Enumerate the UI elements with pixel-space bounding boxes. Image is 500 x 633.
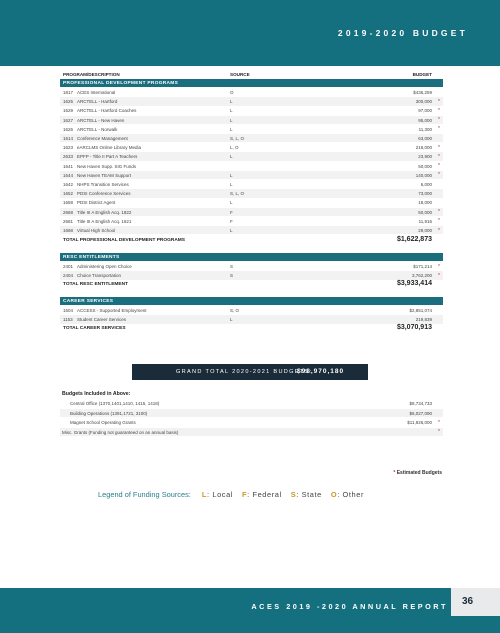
budget-included-amount: $11,926,000 [407,420,432,425]
funding-source: L [230,172,233,178]
estimated-marker: * [438,126,440,133]
top-banner [0,0,500,66]
table-row [60,262,443,270]
program-code: 1614 [63,136,74,141]
budget-amount: 216,000 [415,145,432,151]
legend-item [242,490,282,499]
program-name: Administering Open Choice [77,264,132,269]
table-row [60,306,443,314]
table-row [60,106,443,114]
budget-included-amount: $6,027,090 [409,410,432,416]
program-name: PDSI District Agent [77,200,116,206]
budget-included-row [60,409,443,417]
budget-amount: 11,300 [418,126,432,132]
grand-total-value: $98,970,180 [297,368,345,375]
table-row [60,88,443,96]
budget-included-row [60,418,443,426]
funding-source: S, L, O [230,136,245,141]
table-row [60,134,443,142]
estimated-marker: * [438,172,440,179]
table-row [60,162,443,170]
budget-amount: $436,259 [413,90,432,95]
funding-source: L [230,228,233,233]
estimated-marker: * [438,144,440,151]
table-row [60,189,443,197]
budget-amount: $171,214 [413,264,432,269]
table-header [60,71,443,78]
funding-source: F [230,209,233,215]
program-name: NHPS Transition Services [77,182,129,187]
program-name: Virtual High School [77,228,116,233]
program-name: ARCTELL - Hartford [77,99,118,105]
program-code: 1642 [63,182,74,187]
col-program: PROGRAM/DESCRIPTION [63,72,120,77]
budget-amount: 219,839 [415,317,432,323]
budget-amount: $2,851,074 [409,308,432,313]
table-row [60,97,443,105]
table-row [60,143,443,151]
budget-amount: 300,000 [415,99,432,105]
budget-included-label: Misc. Grants (Funding not guaranteed on an annual basis) [62,429,179,435]
estimated-marker: * [438,227,440,234]
budget-included-label: Central Office (1370,1401,1410, 1415, 1418) [70,401,160,406]
page-number: 36 [451,588,500,616]
budget-amount: 140,000 [415,172,432,178]
budget-included-row [60,399,443,407]
program-name: ARCTELL - Hartford Coaches [77,108,137,114]
legend-item [291,490,322,499]
table-row [60,271,443,279]
budget-amount: 50,000 [418,163,432,169]
budget-amount: 97,000 [418,108,432,114]
program-name: Conference Management [77,136,128,141]
resc-total: TOTAL RESC ENTITLEMENT $3,933,414 [63,280,432,287]
table-row [60,125,443,133]
budget-included-label: Magnet School Operating Grants [70,420,136,425]
budget-title: 2019-2020 BUDGET [337,28,468,38]
report-title: ACES 2019 -2020 ANNUAL REPORT [251,602,448,611]
program-code: 1623 [63,145,74,151]
legend-item [331,490,364,499]
bottom-banner [0,588,500,633]
table-row [60,198,443,206]
estimated-marker: * [438,218,440,225]
funding-source: L [230,200,233,206]
budget-amount: 73,000 [418,191,432,197]
legend-title: Legend of Funding Sources: [98,490,191,499]
grand-total-banner [132,364,368,380]
grand-total-label: GRAND TOTAL 2020-2021 BUDGETS: [176,369,313,375]
funding-source: F [230,218,233,224]
program-code: 1153 [63,317,73,323]
program-code: 1658 [63,200,74,206]
table-row [60,217,443,225]
program-name: ARCTELL - Norwalk [77,126,118,132]
estimated-marker: * [438,163,440,170]
table-row [60,315,443,323]
program-code: 1627 [63,117,74,123]
estimated-marker: * [438,429,440,436]
table-row [60,226,443,234]
program-code: 2633 [63,154,74,160]
table-row [60,208,443,216]
funding-source: L [230,317,233,323]
program-code: 1817 [63,90,74,95]
budget-included-label: Building Operations (1391,1721, 3100) [70,410,148,416]
budget-amount: 95,000 [418,117,432,123]
program-code: 1625 [63,99,74,105]
budget-included-row [60,428,443,436]
program-name: ACES International [77,90,116,95]
legend-label: State [301,490,322,499]
section-pd-header: PROFESSIONAL DEVELOPMENT PROGRAMS [60,79,443,87]
estimated-note: * Estimated Budgets [393,470,442,476]
budget-amount: 11,916 [418,218,432,224]
legend-sep: : [337,490,340,499]
legend-sep: : [207,490,210,499]
estimated-marker: * [438,209,440,216]
career-total: TOTAL CAREER SERVICES $3,070,913 [63,324,432,331]
funding-source: L [230,182,233,187]
legend-key: L [201,490,208,499]
program-name: Title III A English Acq. 1822 [77,209,132,215]
estimated-marker: * [438,263,440,270]
budget-amount: 29,000 [418,228,432,233]
funding-source: L [230,154,233,160]
program-code: 2681 [63,218,74,224]
funding-legend [98,490,364,499]
program-name: ACCESS - Supported Employment [77,308,147,313]
funding-source: L [230,99,233,105]
legend-key: F [242,490,248,499]
program-name: EPFP - Title II Part A Teachers [77,154,138,160]
legend-label: Other [342,490,364,499]
budget-amount: 23,900 [418,154,432,160]
col-source: SOURCE [230,72,250,77]
program-code: 1626 [63,126,74,132]
program-name: Student Career Services [77,317,127,323]
program-name: ARCTELL - New Haven [77,117,125,123]
table-row [60,152,443,160]
program-code: 1652 [63,191,74,197]
budget-amount: 50,000 [418,209,432,215]
program-code: 1629 [63,108,74,114]
budget-amount: 3,762,200 [411,273,432,279]
legend-key: O [330,490,338,499]
program-code: 2668 [63,209,74,215]
program-name: Title III A English Acq. 1621 [77,218,132,224]
program-name: Choice Transportation [77,273,122,279]
program-code: 2404 [63,273,74,279]
estimated-marker: * [438,419,440,426]
program-name: eARCLMS Online Library Media [77,145,142,151]
table-row [60,180,443,188]
program-code: 1504 [63,308,74,313]
budget-included-amount: $8,734,733 [409,401,432,406]
funding-source: L [230,117,233,123]
funding-source: L [230,108,233,114]
legend-sep: : [247,490,250,499]
program-code: 1668 [63,228,74,233]
estimated-marker: * [438,98,440,105]
table-row [60,116,443,124]
section-resc-header: RESC ENTITLEMENTS [60,253,443,261]
program-code: 2401 [63,264,74,269]
legend-key: S [290,490,297,499]
funding-source: S [230,273,234,279]
legend-label: Federal [252,490,282,499]
estimated-marker: * [438,117,440,124]
estimated-marker: * [438,272,440,279]
funding-source: S [230,264,234,269]
col-budget: BUDGET [412,72,432,77]
section-career-header: CAREER SERVICES [60,297,443,305]
pd-total: TOTAL PROFESSIONAL DEVELOPMENT PROGRAMS $1,622,873 [63,236,432,243]
legend-item [202,490,233,499]
legend-sep: : [296,490,299,499]
legend-label: Local [212,490,234,499]
program-code: 1641 [63,163,74,169]
budget-amount: 6,000 [420,182,432,187]
funding-source: L [230,126,233,132]
table-row [60,171,443,179]
budget-amount: 63,000 [418,136,432,141]
funding-source: S, O [230,308,240,313]
budgets-included-title: Budgets Included in Above: [62,391,131,397]
funding-source: L, O [230,145,239,151]
estimated-marker: * [438,153,440,160]
funding-source: S, L, O [230,191,245,197]
program-code: 1644 [63,172,74,178]
program-name: PDSI Conference Services [77,191,131,197]
program-name: New Haven TEAM Support [77,172,131,178]
program-name: New Haven Supp. SIG Funds [77,163,137,169]
estimated-marker: * [438,107,440,114]
budget-amount: 18,000 [418,200,432,206]
funding-source: O [230,90,234,95]
